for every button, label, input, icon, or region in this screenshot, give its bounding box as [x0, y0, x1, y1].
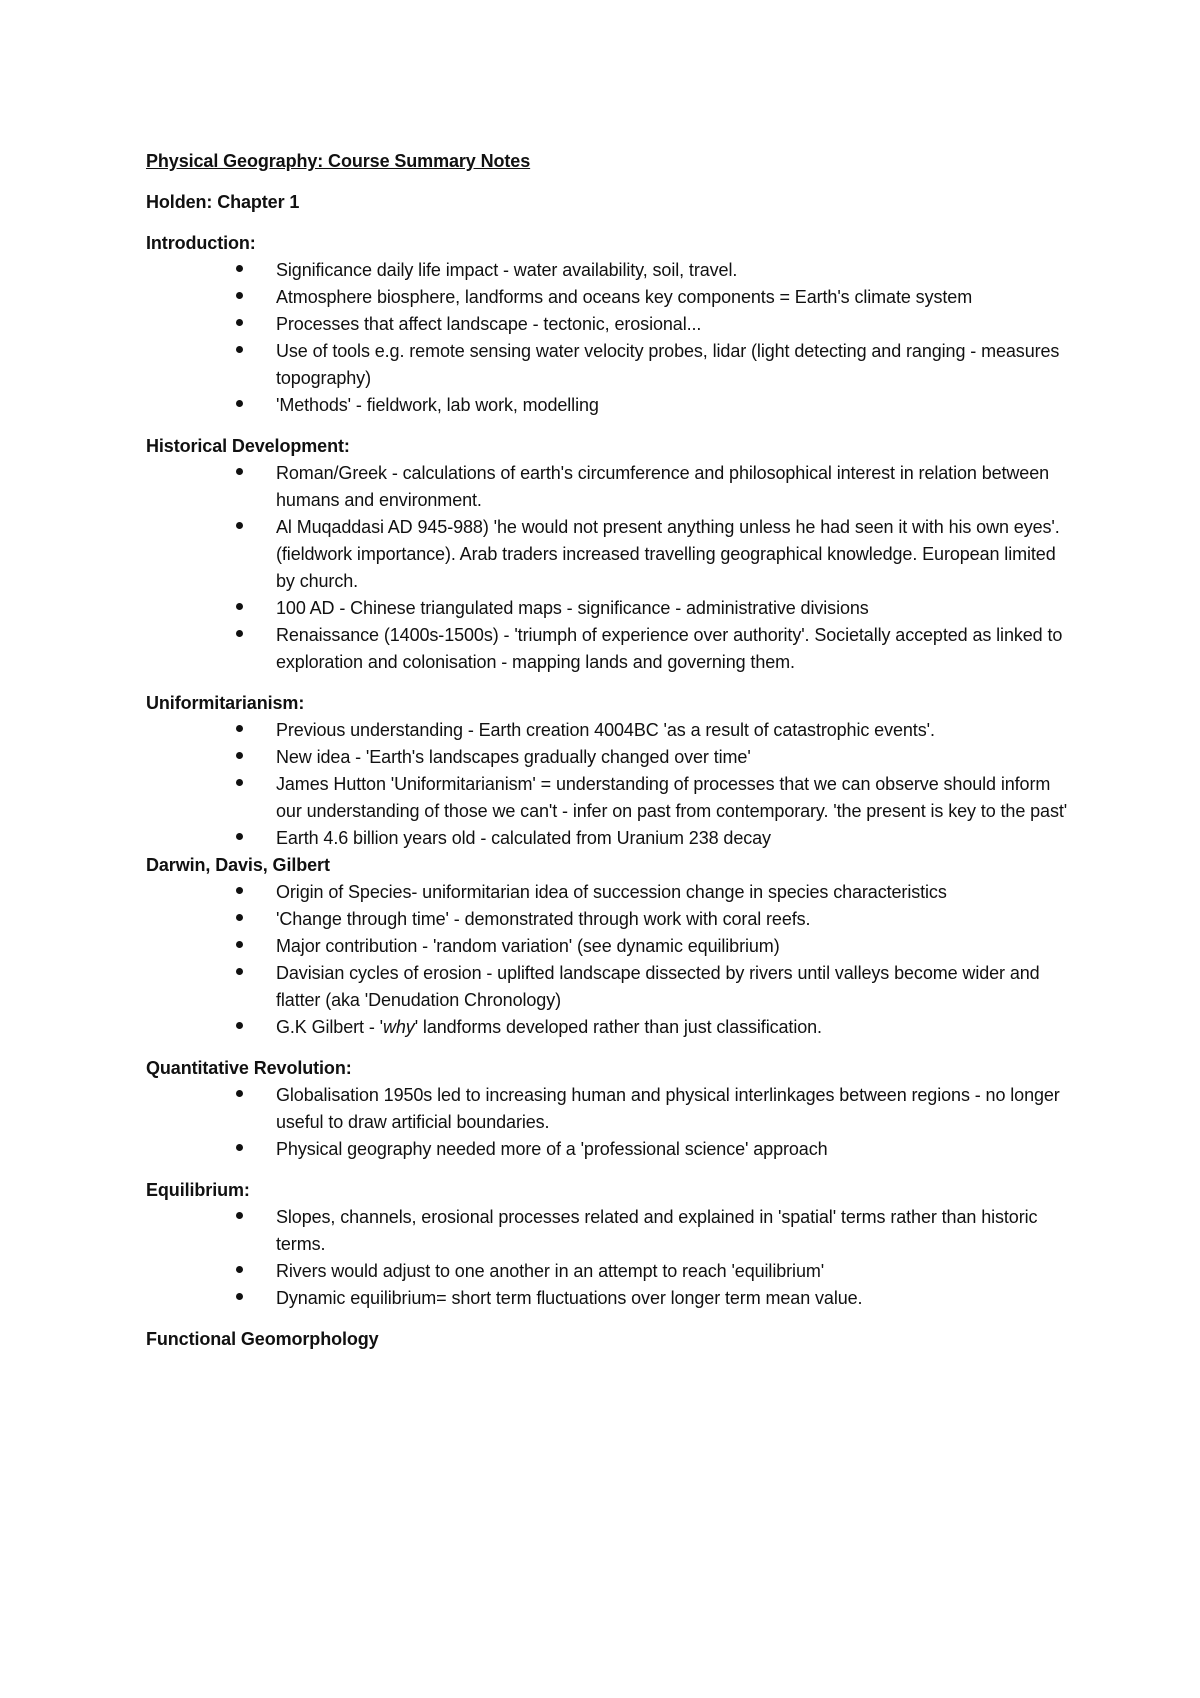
section-heading: Holden: Chapter 1: [146, 192, 300, 212]
list-item: New idea - 'Earth's landscapes gradually changed over time': [146, 744, 1076, 771]
list-item: James Hutton 'Uniformitarianism' = understanding of processes that we can observe should inform our understanding of those we can't - infer on past from contemporary. 'the present is key to the past': [146, 771, 1076, 825]
section-historical-development: [146, 433, 1076, 676]
list-item: Dynamic equilibrium= short term fluctuations over longer term mean value.: [146, 1285, 1076, 1312]
bullet-icon: [236, 914, 243, 921]
section-heading: Functional Geomorphology: [146, 1329, 379, 1349]
bullet-icon: [236, 1266, 243, 1273]
list-item: Slopes, channels, erosional processes related and explained in 'spatial' terms rather than historic terms.: [146, 1204, 1076, 1258]
bullet-list: [146, 717, 1076, 852]
bullet-icon: [236, 725, 243, 732]
bullet-list: [146, 460, 1076, 676]
section-functional-geomorphology: [146, 1326, 1076, 1353]
list-item: 100 AD - Chinese triangulated maps - significance - administrative divisions: [146, 595, 1076, 622]
section-heading: Uniformitarianism:: [146, 693, 305, 713]
section-heading: Quantitative Revolution:: [146, 1058, 352, 1078]
list-item: 'Change through time' - demonstrated through work with coral reefs.: [146, 906, 1076, 933]
list-item: Significance daily life impact - water availability, soil, travel.: [146, 257, 1076, 284]
bullet-icon: [236, 522, 243, 529]
list-item: 'Methods' - fieldwork, lab work, modelling: [146, 392, 1076, 419]
bullet-icon: [236, 968, 243, 975]
list-item: Renaissance (1400s-1500s) - 'triumph of experience over authority'. Societally accepted as linked to exploration and colonisation - mapping lands and governing them.: [146, 622, 1076, 676]
bullet-icon: [236, 752, 243, 759]
bullet-list: [146, 879, 1076, 1041]
section-quantitative-revolution: [146, 1055, 1076, 1163]
list-item: Physical geography needed more of a 'professional science' approach: [146, 1136, 1076, 1163]
bullet-icon: [236, 887, 243, 894]
list-item: Origin of Species- uniformitarian idea of succession change in species characteristics: [146, 879, 1076, 906]
bullet-icon: [236, 292, 243, 299]
bullet-icon: [236, 1212, 243, 1219]
bullet-icon: [236, 779, 243, 786]
list-item: Major contribution - 'random variation' (see dynamic equilibrium): [146, 933, 1076, 960]
bullet-icon: [236, 265, 243, 272]
list-item: Rivers would adjust to one another in an attempt to reach 'equilibrium': [146, 1258, 1076, 1285]
section-holden-chapter: [146, 189, 1076, 216]
bullet-list: [146, 1204, 1076, 1312]
list-item: Atmosphere biosphere, landforms and oceans key components = Earth's climate system: [146, 284, 1076, 311]
list-item: Globalisation 1950s led to increasing human and physical interlinkages between regions - no longer useful to draw artificial boundaries.: [146, 1082, 1076, 1136]
section-equilibrium: [146, 1177, 1076, 1312]
list-item: [146, 1014, 1076, 1041]
bullet-icon: [236, 833, 243, 840]
bullet-list: [146, 1082, 1076, 1163]
section-uniformitarianism: [146, 690, 1076, 852]
section-heading: Equilibrium:: [146, 1180, 250, 1200]
bullet-icon: [236, 346, 243, 353]
section-heading: Darwin, Davis, Gilbert: [146, 855, 330, 875]
gilbert-item-text: G.K Gilbert - 'why' landforms developed rather than just classification.: [276, 1017, 822, 1037]
list-item: Processes that affect landscape - tectonic, erosional...: [146, 311, 1076, 338]
document-title: Physical Geography: Course Summary Notes: [146, 151, 531, 171]
section-heading: Introduction:: [146, 233, 256, 253]
bullet-icon: [236, 1293, 243, 1300]
list-item: Use of tools e.g. remote sensing water velocity probes, lidar (light detecting and ranging - measures topography): [146, 338, 1076, 392]
bullet-icon: [236, 319, 243, 326]
bullet-icon: [236, 400, 243, 407]
bullet-icon: [236, 941, 243, 948]
list-item: Davisian cycles of erosion - uplifted landscape dissected by rivers until valleys become wider and flatter (aka 'Denudation Chronology): [146, 960, 1076, 1014]
section-introduction: [146, 230, 1076, 419]
list-item: Earth 4.6 billion years old - calculated from Uranium 238 decay: [146, 825, 1076, 852]
section-heading: Historical Development:: [146, 436, 350, 456]
bullet-icon: [236, 603, 243, 610]
bullet-icon: [236, 1144, 243, 1151]
section-darwin-davis-gilbert: [146, 852, 1076, 1041]
list-item: Al Muqaddasi AD 945-988) 'he would not present anything unless he had seen it with his own eyes'. (fieldwork importance). Arab traders increased travelling geographical knowledge. European limited by church.: [146, 514, 1076, 595]
list-item: Previous understanding - Earth creation 4004BC 'as a result of catastrophic events'.: [146, 717, 1076, 744]
document-body: [146, 148, 1076, 1353]
bullet-icon: [236, 468, 243, 475]
bullet-icon: [236, 1090, 243, 1097]
bullet-list: [146, 257, 1076, 419]
bullet-icon: [236, 1022, 243, 1029]
list-item: Roman/Greek - calculations of earth's circumference and philosophical interest in relation between humans and environment.: [146, 460, 1076, 514]
bullet-icon: [236, 630, 243, 637]
